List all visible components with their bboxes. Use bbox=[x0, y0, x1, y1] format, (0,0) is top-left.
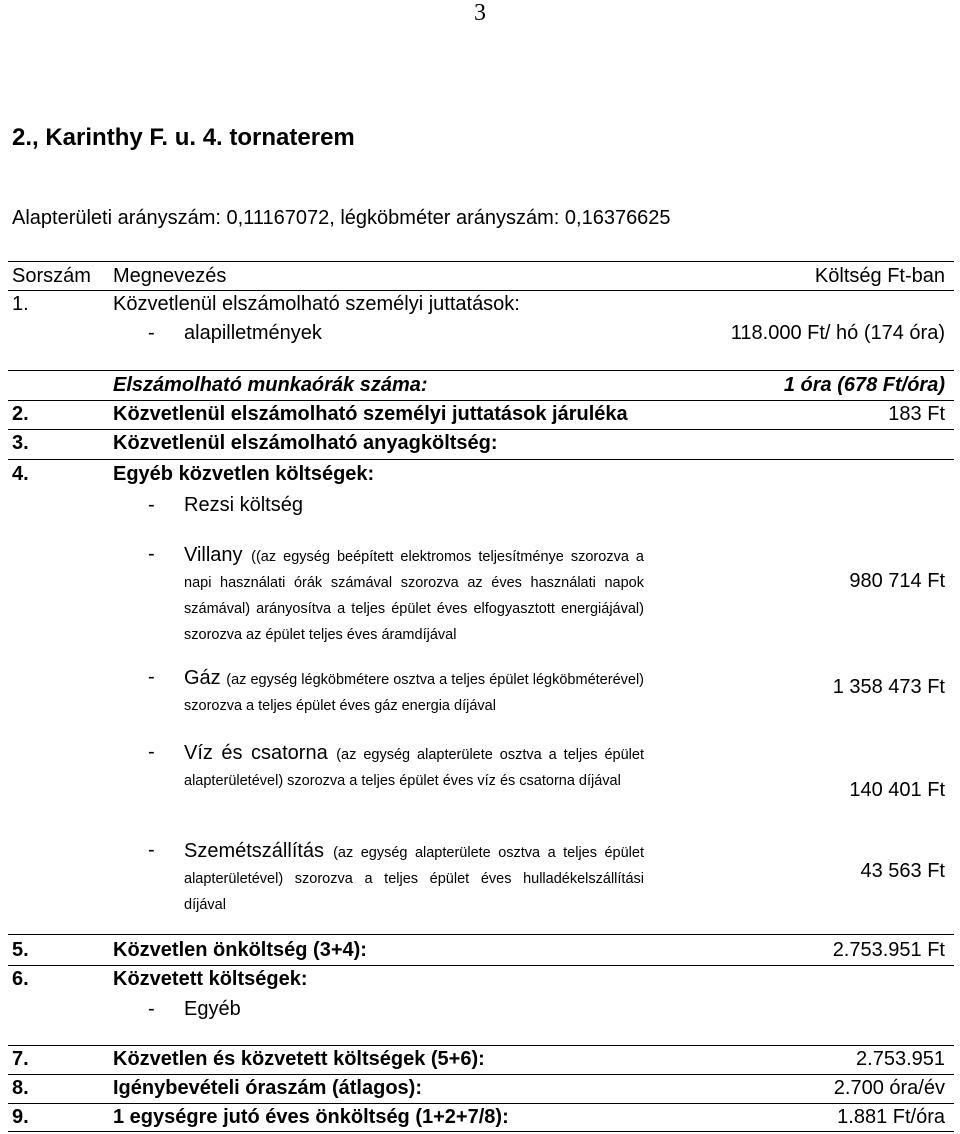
row-divider bbox=[8, 459, 954, 460]
subrow-dash: - bbox=[148, 998, 155, 1020]
row-label: Igénybevételi óraszám (átlagos): bbox=[113, 1077, 422, 1099]
work-hours-value: 1 óra (678 Ft/óra) bbox=[783, 374, 945, 396]
subrow-dash: - bbox=[148, 322, 155, 344]
item-title: Víz és csatorna bbox=[184, 742, 328, 764]
row-number: 1. bbox=[12, 293, 29, 315]
row-divider bbox=[8, 934, 954, 935]
item-dash: - bbox=[148, 666, 155, 688]
row-value: 183 Ft bbox=[888, 403, 945, 425]
item-title: Villany bbox=[184, 544, 243, 566]
header-megnevezes: Megnevezés bbox=[113, 265, 227, 287]
item-dash: - bbox=[148, 839, 155, 861]
row-value: 2.753.951 bbox=[856, 1048, 945, 1070]
cost-item-gaz bbox=[148, 666, 644, 718]
item-dash: - bbox=[148, 741, 155, 763]
row-number: 3. bbox=[12, 432, 29, 454]
item-description: (az egység alapterülete osztva a teljes épület alapterületével) szorozva a teljes épület éves víz és csatorna díjával bbox=[184, 747, 644, 789]
cost-item-viz bbox=[148, 741, 644, 793]
cost-value-viz: 140 401 Ft bbox=[849, 779, 945, 801]
item-dash: - bbox=[148, 543, 155, 565]
subrow-label: Egyéb bbox=[184, 998, 241, 1020]
item-title: Gáz bbox=[184, 667, 221, 689]
header-koltseg: Költség Ft-ban bbox=[814, 265, 945, 287]
subrow-dash: - bbox=[148, 494, 155, 516]
row-label: Közvetett költségek: bbox=[113, 968, 308, 990]
subrow-label: alapilletmények bbox=[184, 322, 322, 344]
item-description: (az egység légköbmétere osztva a teljes épület légköbméterével) szorozva a teljes épület éves gáz energia díjával bbox=[184, 672, 644, 714]
row-label: Közvetlen és közvetett költségek (5+6): bbox=[113, 1048, 485, 1070]
row-number: 2. bbox=[12, 403, 29, 425]
item-description: (az egység alapterülete osztva a teljes épület alapterületével) szorozva a teljes épület éves hulladékelszállítási díjával bbox=[184, 845, 644, 913]
row-label: Közvetlenül elszámolható személyi juttatások járuléka bbox=[113, 403, 628, 425]
row-label: 1 egységre jutó éves önköltség (1+2+7/8): bbox=[113, 1106, 509, 1128]
row-label: Közvetlen önköltség (3+4): bbox=[113, 939, 367, 961]
cost-value-villany: 980 714 Ft bbox=[849, 570, 945, 592]
table-top-border bbox=[8, 261, 954, 262]
page-number: 3 bbox=[474, 0, 486, 26]
item-title: Szemétszállítás bbox=[184, 840, 325, 862]
row-number: 8. bbox=[12, 1077, 29, 1099]
subrow-label: Rezsi költség bbox=[184, 494, 303, 516]
work-hours-label: Elszámolható munkaórák száma: bbox=[113, 374, 428, 396]
subrow-value: 118.000 Ft/ hó (174 óra) bbox=[730, 322, 945, 344]
row-number: 7. bbox=[12, 1048, 29, 1070]
row-label: Egyéb közvetlen költségek: bbox=[113, 463, 375, 485]
row-value: 1.881 Ft/óra bbox=[837, 1106, 945, 1128]
row-number: 6. bbox=[12, 968, 29, 990]
ratio-line: Alapterületi arányszám: 0,11167072, légköbméter arányszám: 0,16376625 bbox=[12, 207, 671, 229]
row-value: 2.753.951 Ft bbox=[832, 939, 945, 961]
cost-item-villany bbox=[148, 543, 644, 647]
row-value: 2.700 óra/év bbox=[833, 1077, 945, 1099]
row-number: 5. bbox=[12, 939, 29, 961]
cost-item-szemet bbox=[148, 839, 644, 917]
row-label: Közvetlenül elszámolható személyi juttatások: bbox=[113, 293, 520, 315]
row-number: 9. bbox=[12, 1106, 29, 1128]
cost-value-gaz: 1 358 473 Ft bbox=[832, 676, 945, 698]
row-divider bbox=[8, 370, 954, 371]
row-number: 4. bbox=[12, 463, 29, 485]
header-sorszam: Sorszám bbox=[12, 265, 91, 287]
item-description: ((az egység beépített elektromos teljesítménye szorozva a napi használati órák számával szorozva az éves használati napok számával) arányosítva a teljes épület éves elfogyasztott energiájával) szorozva az épület teljes éves áramdíjával bbox=[184, 549, 644, 643]
table-bottom-border bbox=[8, 1131, 954, 1132]
cost-value-szemet: 43 563 Ft bbox=[860, 860, 945, 882]
row-label: Közvetlenül elszámolható anyagköltség: bbox=[113, 432, 498, 454]
section-heading: 2., Karinthy F. u. 4. tornaterem bbox=[12, 124, 355, 151]
